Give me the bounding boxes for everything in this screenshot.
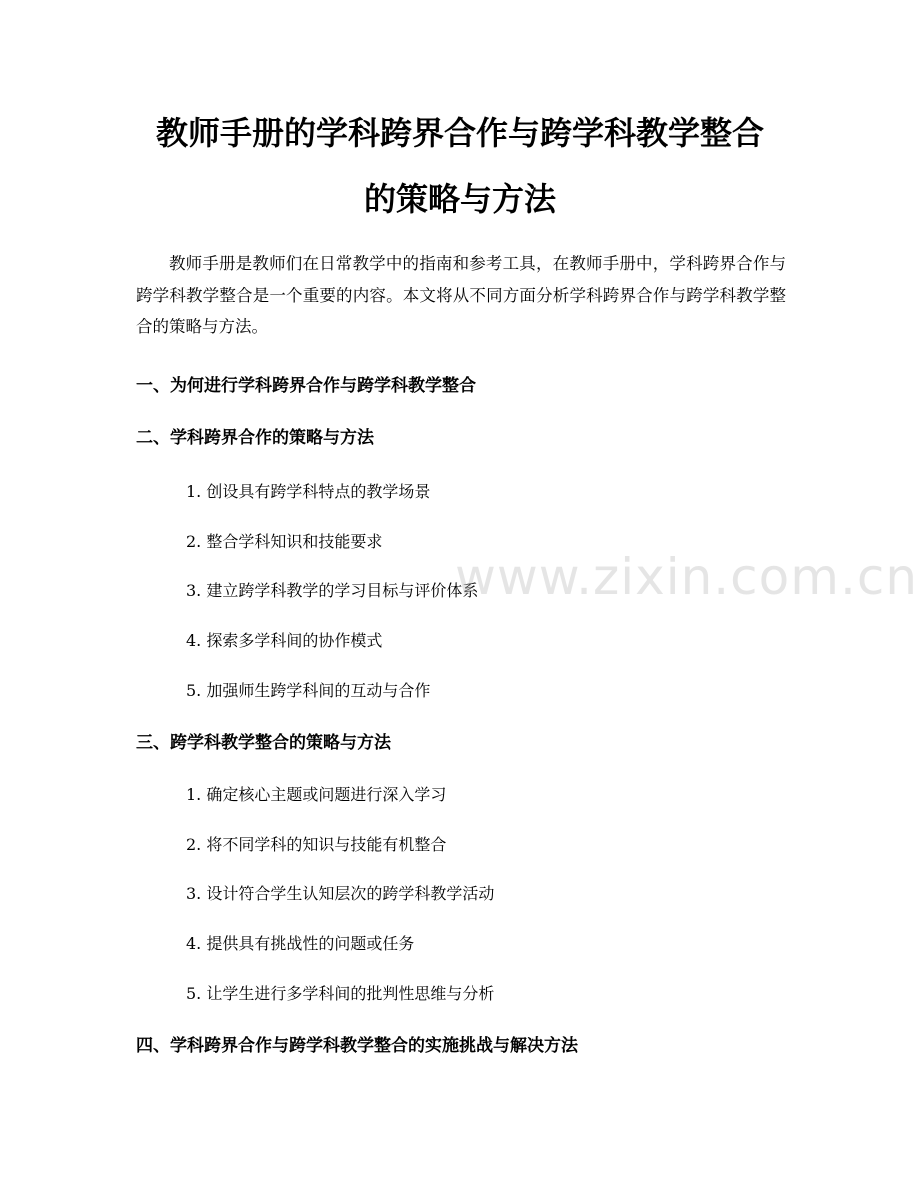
list-item: 4. 探索多学科间的协作模式 xyxy=(186,631,383,650)
list-item: 5. 加强师生跨学科间的互动与合作 xyxy=(186,681,431,700)
list-item: 4. 提供具有挑战性的问题或任务 xyxy=(186,934,415,953)
list-item: 2. 整合学科知识和技能要求 xyxy=(186,532,383,551)
intro-paragraph: 教师手册是教师们在日常教学中的指南和参考工具，在教师手册中，学科跨界合作与跨学科教学整合是一个重要的内容。本文将从不同方面分析学科跨界合作与跨学科教学整合的策略与方法。 xyxy=(136,254,786,336)
list-item: 1. 确定核心主题或问题进行深入学习 xyxy=(186,785,447,804)
watermark: www.zixin.com.cn xyxy=(455,548,919,606)
title-line-1: 教师手册的学科跨界合作与跨学科教学整合 xyxy=(155,114,764,152)
list-item: 3. 设计符合学生认知层次的跨学科教学活动 xyxy=(186,884,495,903)
section-heading-4: 四、学科跨界合作与跨学科教学整合的实施挑战与解决方法 xyxy=(136,1036,578,1056)
list-item: 2. 将不同学科的知识与技能有机整合 xyxy=(186,835,447,854)
list-item: 5. 让学生进行多学科间的批判性思维与分析 xyxy=(186,984,495,1003)
title-line-2: 的策略与方法 xyxy=(363,180,556,218)
section-heading-3: 三、跨学科教学整合的策略与方法 xyxy=(136,733,391,753)
section-heading-1: 一、为何进行学科跨界合作与跨学科教学整合 xyxy=(136,376,476,396)
document-title xyxy=(120,100,800,232)
list-item: 1. 创设具有跨学科特点的教学场景 xyxy=(186,482,431,501)
list-item: 3. 建立跨学科教学的学习目标与评价体系 xyxy=(186,581,479,600)
section-heading-2: 二、学科跨界合作的策略与方法 xyxy=(136,428,374,448)
